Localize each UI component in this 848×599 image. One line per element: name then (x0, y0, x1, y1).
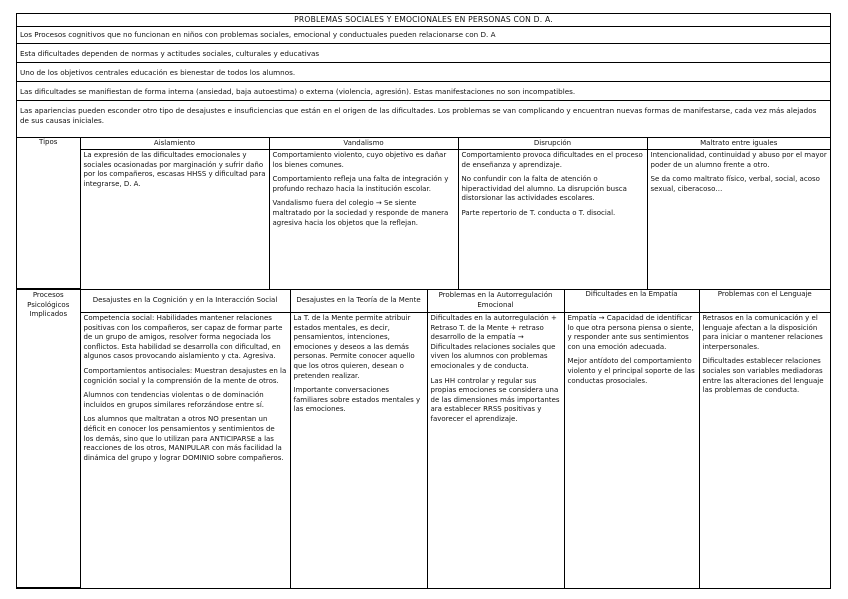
intro-line: Las dificultades se manifiestan de forma interna (ansiedad, baja autoestima) o externa (violencia, agresión). Estas manifestaciones no son incompatibles. (17, 82, 830, 101)
cell-text: Parte repertorio de T. conducta o T. disocial. (461, 208, 616, 217)
cell-text: Los alumnos que maltratan a otros NO presentan un déficit en conocer los pensamientos y sentimientos de los demás, sino que lo utilizan para ANTICIPARSE a las reacciones de los otros, MANIPULAR con más facilidad la dinámica del grupo y lograr DOMINIO sobre compañeros. (83, 415, 284, 462)
cell-maltrato (647, 150, 830, 289)
tipos-label: Tipos (17, 138, 80, 289)
label-line: Procesos (32, 291, 64, 299)
cell-teoria-mente (290, 313, 427, 588)
cell-text: Se da como maltrato físico, verbal, social, acoso sexual, ciberacoso… (650, 175, 820, 193)
cell-lenguaje (699, 313, 830, 588)
header-maltrato: Maltrato entre iguales (647, 138, 830, 150)
cell-text: La T. de la Mente permite atribuir estados mentales, es decir, pensamientos, intenciones, emociones y deseos a las demás personas. Permite conocer aquello que los otros quieren, desean o pretenden realizar. (293, 314, 415, 380)
cell-text: La expresión de las dificultades emocionales y sociales ocasionadas por marginación y sufrir daño por los compañeros, escasas HHSS y dificultad para integrarse, D. A. (83, 151, 266, 188)
cell-text: Empatía → Capacidad de identificar lo que otra persona piensa o siente, y responder ante sus sentimientos con una emoción adecuada. (567, 314, 694, 351)
intro-line: Los Procesos cognitivos que no funcionan en niños con problemas sociales, emocional y conductuales pueden relacionarse con D. A (17, 27, 830, 44)
procesos-table (17, 289, 830, 588)
header-cognicion: Desajustes en la Cognición y en la Interacción Social (80, 290, 290, 313)
cell-autorregulacion (427, 313, 564, 588)
label-line: Psicológicos (27, 300, 70, 309)
cell-text: Retrasos en la comunicación y el lenguaje afectan a la disposición para iniciar o mantener relaciones interpersonales. (702, 314, 823, 351)
cell-text: Comportamiento refleja una falta de integración y profundo rechazo hacia la institución escolar. (272, 175, 449, 193)
intro-line: Esta dificultades dependen de normas y actitudes sociales, culturales y educativas (17, 44, 830, 63)
intro-line: Uno de los objetivos centrales educación es bienestar de todos los alumnos. (17, 63, 830, 82)
cell-text: Intencionalidad, continuidad y abuso por el mayor poder de un alumno frente a otro. (650, 151, 827, 169)
cell-text: Las HH controlar y regular sus propias emociones se considera una de las dimensiones más importantes ara establecer RRSS positivas y favorecer el aprendizaje. (430, 376, 560, 423)
cell-text: Comportamiento violento, cuyo objetivo es dañar los bienes comunes. (272, 151, 447, 169)
header-aislamiento: Aislamiento (80, 138, 269, 150)
header-vandalismo: Vandalismo (269, 138, 458, 150)
page-title: PROBLEMAS SOCIALES Y EMOCIONALES EN PERSONAS CON D. A. (17, 14, 830, 27)
header-empatia: Dificultades en la Empatía (564, 290, 699, 313)
header-teoria-mente: Desajustes en la Teoría de la Mente (290, 290, 427, 313)
header-lenguaje: Problemas con el Lenguaje (699, 290, 830, 313)
cell-empatia (564, 313, 699, 588)
cell-text: Comportamientos antisociales: Muestran desajustes en la cognición social y la comprensión de la mente de otros. (83, 366, 287, 385)
cell-text: Comportamiento provoca dificultades en el proceso de enseñanza y aprendizaje. (461, 151, 643, 169)
cell-aislamiento (80, 150, 269, 289)
cell-text: Alumnos con tendencias violentas o de dominación incluidos en grupos similares reforzándose entre sí. (83, 391, 264, 409)
cell-vandalismo (269, 150, 458, 289)
cell-cognicion (80, 313, 290, 588)
cell-text: Mejor antídoto del comportamiento violento y el principal soporte de las conductas prosociales. (567, 357, 695, 385)
cell-text: Importante conversaciones familiares sobre estados mentales y las emociones. (293, 386, 421, 414)
intro-paragraph: Las apariencias pueden esconder otro tipo de desajustes e insuficiencias que están en el origen de las dificultades. Los problemas se van complicando y encuentran nuevas formas de manifestarse, cada vez más alejados de sus causas iniciales. (17, 101, 830, 138)
tipos-table (17, 138, 830, 289)
cell-disrupcion (458, 150, 647, 289)
cell-text: Vandalismo fuera del colegio → Se siente maltratado por la sociedad y responde de manera agresiva hacia los objetos que la reflejan. (272, 199, 449, 227)
header-autorregulacion: Problemas en la Autorregulación Emocional (427, 290, 564, 313)
label-line: Implicados (29, 310, 68, 319)
header-disrupcion: Disrupción (458, 138, 647, 150)
cell-text: Dificultades establecer relaciones sociales son variables mediadoras entre las alteraciones del lenguaje las problemas de conducta. (702, 357, 824, 395)
cell-text: Competencia social: Habilidades mantener relaciones positivas con los compañeros, ser capaz de formar parte de un grupo de amigos, resolver forma negociada los conflictos. Esta habilidad se desarrolla con dificultad, en algunos casos provocando aislamiento y cta. Agresiva. (83, 314, 283, 361)
cell-text: No confundir con la falta de atención o hiperactividad del alumno. La disrupción busca distorsionar las actividades escolares. (461, 175, 627, 203)
document-sheet (16, 13, 831, 589)
cell-text: Dificultades en la autorregulación + Retraso T. de la Mente + retraso desarrollo de la empatía → Dificultades relaciones sociales que viven los alumnos con problemas emocionales y de conducta. (430, 314, 557, 370)
procesos-label (17, 290, 80, 588)
